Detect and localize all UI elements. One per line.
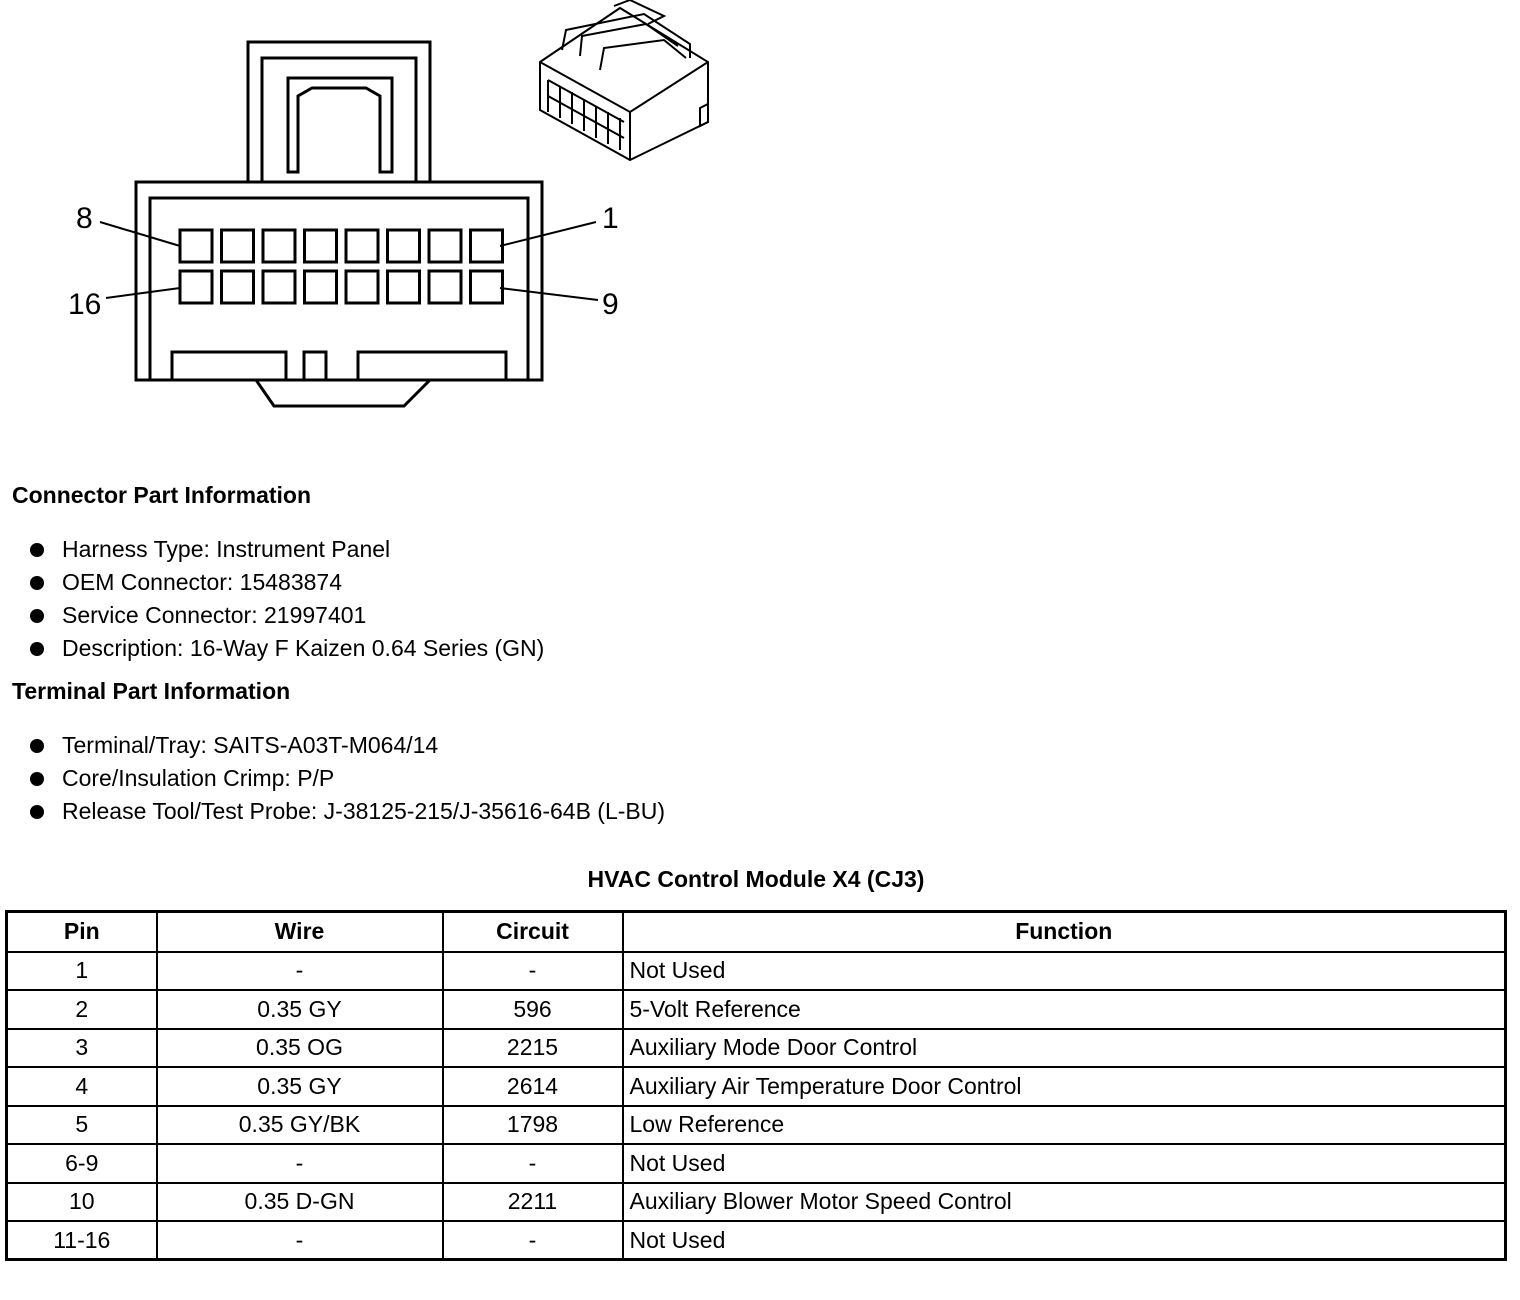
bullet-icon <box>30 739 44 753</box>
cell-circuit: 2215 <box>443 1029 623 1068</box>
table-row <box>7 1144 1506 1183</box>
cell-wire: 0.35 OG <box>157 1029 443 1068</box>
cell-circuit: - <box>443 1221 623 1260</box>
table-row <box>7 952 1506 991</box>
cell-circuit: - <box>443 952 623 991</box>
cell-wire: 0.35 GY <box>157 1067 443 1106</box>
list-item <box>30 632 544 665</box>
connector-latch-lock <box>288 78 392 172</box>
terminal-cavity-1 <box>471 230 503 262</box>
list-item-text: OEM Connector: 15483874 <box>62 569 343 595</box>
cell-wire: - <box>157 1144 443 1183</box>
list-item <box>30 533 544 566</box>
bullet-icon <box>30 609 44 623</box>
pinout-table-title: HVAC Control Module X4 (CJ3) <box>587 866 925 892</box>
cell-pin: 3 <box>7 1029 157 1068</box>
cell-function: 5-Volt Reference <box>623 990 1506 1029</box>
cell-function: Low Reference <box>623 1106 1506 1145</box>
cell-wire: 0.35 D-GN <box>157 1183 443 1222</box>
cell-circuit: 1798 <box>443 1106 623 1145</box>
terminal-part-info-list <box>30 729 665 828</box>
connector-body-outline <box>136 182 542 380</box>
table-row <box>7 1183 1506 1222</box>
table-row <box>7 1106 1506 1145</box>
pinout-table <box>5 910 1507 1261</box>
connector-bottom-slot-center <box>304 352 326 380</box>
bullet-icon <box>30 805 44 819</box>
table-row <box>7 1221 1506 1260</box>
column-header-circuit: Circuit <box>443 912 623 952</box>
connector-latch-outline <box>248 42 430 182</box>
cell-pin: 11-16 <box>7 1221 157 1260</box>
list-item-text: Release Tool/Test Probe: J-38125-215/J-35616-64B (L-BU) <box>62 798 666 824</box>
terminal-cavity-6 <box>263 230 295 262</box>
list-item-text: Service Connector: 21997401 <box>62 602 367 628</box>
connector-part-info-heading: Connector Part Information <box>12 482 312 508</box>
cell-function: Auxiliary Air Temperature Door Control <box>623 1067 1506 1106</box>
column-header-wire: Wire <box>157 912 443 952</box>
pin-label-9: 9 <box>602 288 619 321</box>
terminal-cavity-7 <box>222 230 254 262</box>
cell-wire: 0.35 GY <box>157 990 443 1029</box>
list-item <box>30 566 544 599</box>
connector-isometric-view <box>540 0 708 160</box>
pin-label-8: 8 <box>76 202 93 235</box>
bullet-icon <box>30 543 44 557</box>
cell-pin: 6-9 <box>7 1144 157 1183</box>
cell-pin: 5 <box>7 1106 157 1145</box>
cell-circuit: 2211 <box>443 1183 623 1222</box>
connector-face-diagram <box>0 0 760 420</box>
list-item <box>30 599 544 632</box>
pin-label-1: 1 <box>602 202 619 235</box>
table-row <box>7 1067 1506 1106</box>
leader-line-pin-16 <box>106 288 180 298</box>
cell-wire: 0.35 GY/BK <box>157 1106 443 1145</box>
terminal-cavity-13 <box>305 271 337 303</box>
table-header-row <box>7 912 1506 952</box>
terminal-cavity-9 <box>471 271 503 303</box>
terminal-cavity-16 <box>180 271 212 303</box>
bullet-icon <box>30 576 44 590</box>
connector-part-info-list <box>30 533 544 665</box>
bullet-icon <box>30 642 44 656</box>
cell-pin: 10 <box>7 1183 157 1222</box>
list-item-text: Description: 16-Way F Kaizen 0.64 Series (GN) <box>62 635 545 661</box>
column-header-pin: Pin <box>7 912 157 952</box>
terminal-cavity-10 <box>429 271 461 303</box>
cell-circuit: 2614 <box>443 1067 623 1106</box>
cell-wire: - <box>157 1221 443 1260</box>
cell-function: Not Used <box>623 1221 1506 1260</box>
terminal-cavity-2 <box>429 230 461 262</box>
connector-bottom-slot-left <box>172 352 286 380</box>
terminal-cavity-15 <box>222 271 254 303</box>
cell-wire: - <box>157 952 443 991</box>
table-row <box>7 1029 1506 1068</box>
terminal-cavity-5 <box>305 230 337 262</box>
column-header-function: Function <box>623 912 1506 952</box>
terminal-cavity-11 <box>388 271 420 303</box>
cell-function: Auxiliary Mode Door Control <box>623 1029 1506 1068</box>
cell-function: Auxiliary Blower Motor Speed Control <box>623 1183 1506 1222</box>
list-item-text: Terminal/Tray: SAITS-A03T-M064/14 <box>62 732 439 758</box>
list-item-text: Core/Insulation Crimp: P/P <box>62 765 335 791</box>
pin-label-16: 16 <box>68 288 102 321</box>
terminal-cavity-12 <box>346 271 378 303</box>
terminal-cavity-3 <box>388 230 420 262</box>
cell-circuit: 596 <box>443 990 623 1029</box>
connector-bottom-key <box>256 380 430 406</box>
list-item-text: Harness Type: Instrument Panel <box>62 536 391 562</box>
cell-pin: 2 <box>7 990 157 1029</box>
terminal-part-info-heading: Terminal Part Information <box>12 678 291 704</box>
terminal-cavity-14 <box>263 271 295 303</box>
list-item <box>30 762 665 795</box>
cell-function: Not Used <box>623 952 1506 991</box>
leader-line-pin-8 <box>100 222 180 246</box>
cell-pin: 1 <box>7 952 157 991</box>
leader-line-pin-9 <box>500 288 598 300</box>
table-row <box>7 990 1506 1029</box>
bullet-icon <box>30 772 44 786</box>
list-item <box>30 795 665 828</box>
terminal-cavity-8 <box>180 230 212 262</box>
leader-line-pin-1 <box>500 222 596 246</box>
cell-circuit: - <box>443 1144 623 1183</box>
cell-function: Not Used <box>623 1144 1506 1183</box>
terminal-cavity-4 <box>346 230 378 262</box>
connector-bottom-slot-right <box>358 352 506 380</box>
cell-pin: 4 <box>7 1067 157 1106</box>
list-item <box>30 729 665 762</box>
